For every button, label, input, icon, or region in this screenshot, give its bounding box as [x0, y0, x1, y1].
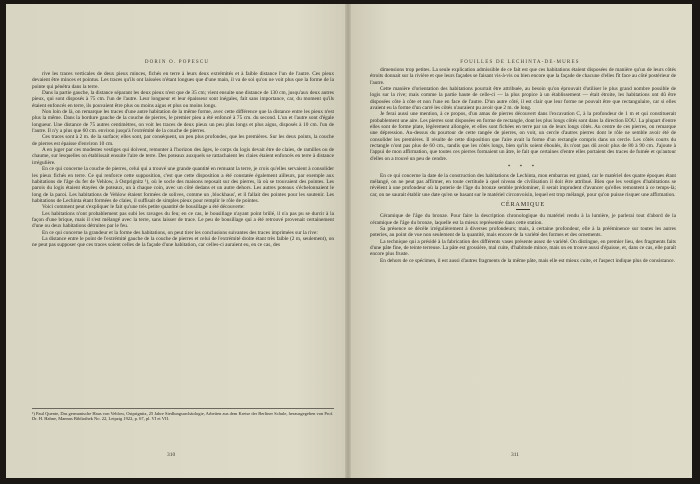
running-head: FOUILLES DE LECHINTA-DE-MURES	[460, 60, 580, 65]
paragraph: En ce qui concerne la date de la construction des habitations de Lechinta, mon embarras est grand, car le matériel des quatre époques étant mélangé, on ne peut pas affirmer, en toute certitude à quel niveau de civilisation il doit être attribué. Bien que les vestiges d'habitations se révèlent à une profondeur où la poterie de l'âge du bronze semble prédominer, il serait imprudent d'avancer qu'elles remontent à ce temps-là; car, on ne saurait établir une date qu'en se basant sur le matériel circonvoisin, lequel est trop mélangé, pour qu'on puisse risquer une affirmation.	[370, 172, 676, 198]
section-heading: CÉRAMIQUE	[501, 200, 545, 208]
page-number: 310	[167, 452, 176, 458]
paragraph: Cette manière d'orientation des habitations pourrait être attribuée, au besoin qu'on éprouvait d'utiliser le plus grand nombre possible de logis sur la rive; mais comme la partie haute de celle-ci — la plus propice à un établissement — était étroite, les habitations ont dû être disposées côte à côte et non l'une en face de l'autre. D'un autre côté, il est clair que leur forme ne pouvait être que rectangulaire, car si elles avaient eu la forme d'un carré les côtés n'auraient pu avoir que 2 m. de long.	[370, 86, 676, 112]
left-page	[6, 4, 348, 478]
heading-rule	[516, 209, 530, 210]
footnote: ¹) Paul Quente, Das germanische Haus von Vehlow, Ostprignitz, 25 Jahre Siedlungsarchäologie, Arbeiten aus dem Kreise der Berliner Schule, herausgegeben von Prof. Dr. H. Hahne, Mannus Bibliothek No. 22, Leipzig 1922, p. 67, pl. VI et VII.	[32, 411, 334, 422]
paragraph: Voici comment peut s'expliquer le fait qu'une très petite quantité de bousillage a été découverte:	[42, 204, 245, 211]
paragraph: Ces traces sont à 2 m. de la surface; elles sont, par conséquent, un peu plus profondes, que les premières. Sur les deux points, la couche de pierres est épaisse d'environ 10 cm.	[32, 134, 334, 147]
paragraph: rive les traces verticales de deux pieux minces, fichés en terre à leurs deux extrémités et à faible distance l'un de l'autre. Ces pieux devaient être minces et pointus. Les traces qu'ils ont laissées n'étant longues que d'une main, il va de soi qu'on ne voit plus que la forme de la pointe qui pénétra dans la terre.	[32, 71, 334, 90]
paragraph: En ce qui concerne la couche de pierres, celui qui a trouvé une grande quantité en remuant la terre, je crois qu'elles servaient à consolider les pieux fichés en terre. Ce qui renforce cette supposition, c'est que cette disposition a été constatée également ailleurs, par exemple aux habitations de l'âge du fer de Vehlow, à Ostprignitz ¹), où le socle des maisons reposait sur des pierres, là où se trouvaient des pointes. Les parois du logis étaient étayées de poteaux, un à chaque coin, avec un côté dedans et un autre dehors. Les autres poteaux s'échelonnaient le long de la paroi. Les habitations de Vehlow étaient formées de solives, comme un ‚blockhaus', et il fallait des pointes pour les soutenir. Les habitations de Lechinta étant formées de claies, il suffisait de simples pieux pour remplir le rôle de pointes.	[32, 166, 334, 204]
section-separator: * * *	[507, 164, 539, 171]
paragraph: Non loin de là, on remarque les traces d'une autre habitation de la même forme, avec cette différence que la distance entre les pieux n'est plus la même. Dans la bordure gauche de la couche de pierres, le premier pieu a été enfoncé à 75 cm. du second. L'un et l'autre sont d'égale longueur. Une distance de 75 autres centimètres, on voit les traces de deux pieux un peu plus longs et plus aigus, disposés à 10 cm. l'un de l'autre. Il n'y a plus que 60 cm. environ jusqu'à l'extrémité de la couche de pierres.	[32, 109, 334, 135]
paragraph: En dehors de ce spécimen, il est aussi d'autres fragments de la même pâte, mais elle est mieux cuite, et l'aspect indique plus de consistance.	[380, 257, 675, 264]
paragraph: La technique qui a présidé à la fabrication des différents vases présente assez de variété. On distingue, en premier lieu, des fragments faits d'une pâte fine, de teinte terreuse. La pâte est grossière, mal cuite, d'habitude mince, mais on en trouve aussi d'épaisse, et, dans ce cas, elle paraît encore plus fruste.	[370, 238, 676, 258]
paragraph: Je ferai aussi une mention, à ce propos, d'un amas de pierres découvert dans l'excavation C, à la profondeur de 1 m et qui constituerait probablement une aire. Les pierres sont disposées en forme de rectangle, dont les plus longs côtés sont dans la direction EOU. La plupart d'entre elles sont de forme plate, légèrement allongée, et elles sont fichées en terre par un de leurs longs côtés. Au centre de ces pierres, on remarque une dépression. Au-dessus du pourtour de cette rangée de pierres, on voit, un cercle d'autres pierres dont le rôle ne semble avoir été de consolider les premières. Il résulte de cette disposition que l'aire avait la forme d'un rectangle compris dans un cercle. Les côtés courts du rectangle n'ont pas plus de 60 cm., tandis que les côtés longs, bien qu'ils soient éboulés, ils n'ont pas dû avoir plus de 80 à 90 cm. J'ajoute à l'appui de mon affirmation, que toutes ces pierres formaient un âtre, le fait que certaines d'entre elles portaient des traces de fumée et qu'autour d'elles on a trouvé un peu de cendre.	[370, 111, 676, 162]
book-spread	[6, 4, 692, 478]
right-page	[348, 4, 692, 478]
paragraph: Céramique de l'âge du bronze. Pour faire la description chronologique du matériel rendu à la lumière, je parlerai tout d'abord de la céramique de l'âge du bronze, laquelle est la mieux représentée dans cette station.	[370, 213, 676, 226]
paragraph: La distance entre le point de l'extrémité gauche de la couche de pierres et celui de l'extrémité droite étant très faible (2 m, seulement), on ne peut pas supposer que ces traces soient celles de la façade d'une habitation, car celles-ci auraient eu, en ce cas, des	[32, 235, 334, 249]
running-head: DORIN O. POPESCU	[144, 60, 210, 65]
page-number: 311	[511, 452, 520, 458]
body-text	[370, 67, 676, 264]
paragraph: Sa présence se décèle irrégulièrement à diverses profondeurs; mais, à certaine profondeur, elle à la prééminence sur toutes les autres poteries, au point de vue non seulement de la quantité, mais encore de la variété des formes et des ornements.	[370, 225, 676, 239]
body-text	[32, 71, 334, 249]
footnotes	[32, 408, 334, 422]
paragraph: En ce qui concerne la grandeur et la forme des habitations, on peut tirer les conclusions suivantes des traces imprimées sur la rive:	[42, 229, 318, 236]
paragraph: Dans la partie gauche, la distance séparant les deux pieux n'est que de 35 cm; vient ensuite une distance de 130 cm, jusqu'aux deux autres pieux, qui sont disposés à 75 cm. l'un de l'autre. Leur longueur et leur épaisseur sont inégales, fait sans importance, car, du moment qu'ils étaient enfoncés en terre, ils pouvaient être plus ou moins aigus et plus ou moins longs.	[32, 90, 334, 109]
book-gutter	[345, 4, 351, 478]
paragraph: Les habitations n'ont probablement pas subi les ravages du feu; en ce cas, le bousillage n'ayant point brûlé, il n'a pas pu se durcir à la façon d'une brique, mais il s'est mélangé avec la terre, sans laisser de trace. Le peu de bousillage qui a été retrouvé provenait certainement d'une ou deux habitations détruites par le feu.	[32, 210, 334, 230]
paragraph: dimensions trop petites. La seule explication admissible de ce fait est que ces habitations étaient disposées de manière qu'un de leurs côtés étroits donnait sur la rivière et que leurs façades se faisant vis-à-vis ou bien encore que la façade de chacune d'elles fît face au côté postérieur de l'autre.	[370, 67, 676, 86]
paragraph: A en juger par ces modestes vestiges qui doivent, remonter à l'horizon des âges, le corps du logis devait être de claies, de ramilles ou de chaume, sur lesquelles on établissait ensuite l'aire de terre. Des poteaux auxquels se rattachaient les claies étaient enfoncés en terre à distance irrégulière.	[32, 147, 334, 166]
